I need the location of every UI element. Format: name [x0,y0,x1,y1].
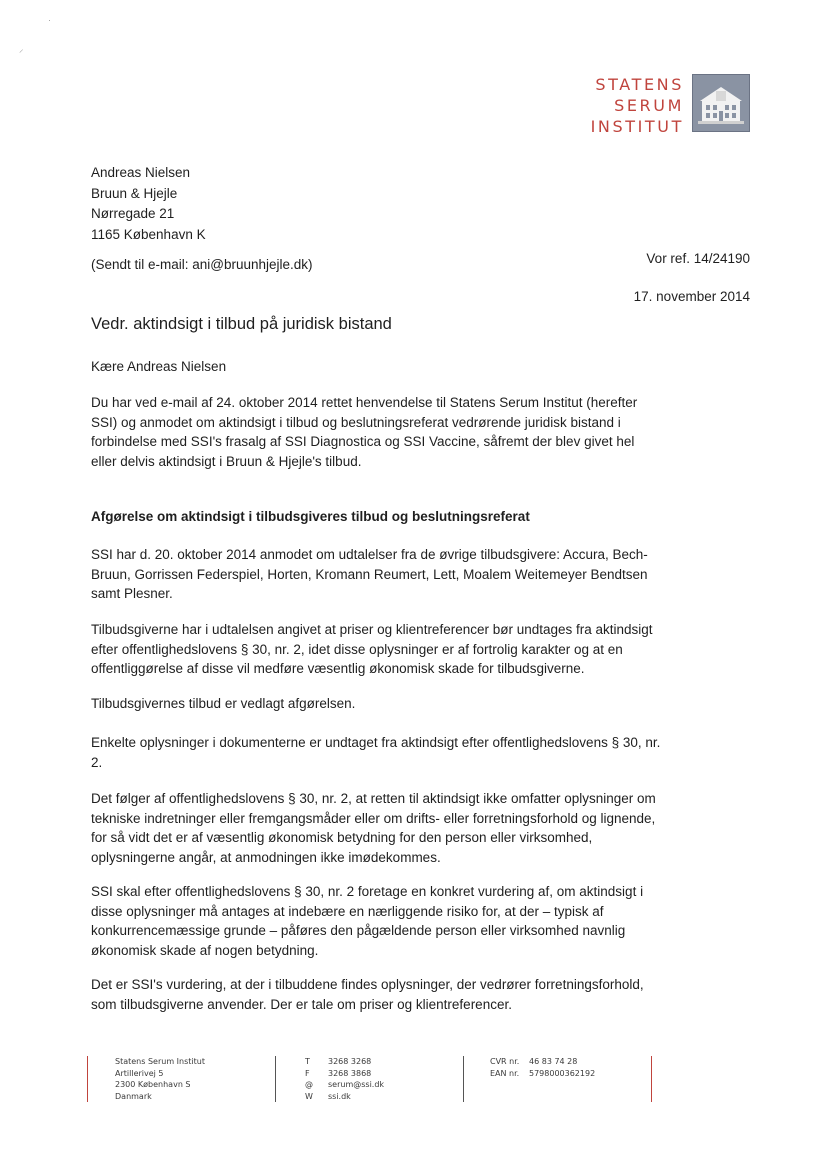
footer-divider [651,1056,652,1102]
cvr-number: 46 83 74 28 [529,1057,578,1066]
section-heading: Afgørelse om aktindsigt i tilbudsgiveres tilbud og beslutningsreferat [91,509,530,524]
recipient-street: Nørregade 21 [91,206,175,221]
reference-number: Vor ref. 14/24190 [646,251,750,266]
footer-divider [275,1056,276,1102]
phone-label: T [305,1057,310,1066]
email-label: @ [305,1080,313,1089]
web-address: ssi.dk [328,1091,351,1101]
paragraph-8: Det er SSI's vurdering, at der i tilbuddene findes oplysninger, der vedrører forretningsforhold, som tilbudsgiverne anvender. Der er tale om priser og klientreferencer. [91,977,644,1012]
footer-address [115,1056,205,1102]
scan-mark: · [48,15,51,25]
footer-address-line: Artillerivej 5 [115,1068,164,1078]
phone-number: 3268 3268 [328,1057,372,1066]
ean-label: EAN nr. [490,1068,520,1078]
logo-line-2: SERUM [614,96,684,115]
footer-address-line: Statens Serum Institut [115,1057,205,1066]
logo-text [591,74,684,137]
recipient-company: Bruun & Hjejle [91,185,178,201]
paragraph-1: Du har ved e-mail af 24. oktober 2014 rettet henvendelse til Statens Serum Institut (herefter SSI) og anmodet om aktindsigt i tilbud og beslutningsreferat vedrørende juridisk bistand i forbindelse med SSI's frasalg af SSI Diagnostica og SSI Vaccine, såfremt der blev givet hel eller delvis aktindsigt i Bruun & Hjejle's tilbud. [91,395,638,469]
recipient-city: 1165 København K [91,226,206,242]
paragraph-5: Enkelte oplysninger i dokumenterne er undtaget fra aktindsigt efter offentlighedslovens § 30, nr. 2. [91,735,661,770]
email-address: serum@ssi.dk [328,1080,385,1089]
footer-address-line: 2300 København S [115,1080,191,1089]
footer-contact [305,1056,384,1102]
web-label: W [305,1091,313,1101]
recipient-name: Andreas Nielsen [91,165,191,180]
letter-date: 17. november 2014 [633,289,750,304]
ean-number: 5798000362192 [529,1068,596,1078]
paragraph-6: Det følger af offentlighedslovens § 30, nr. 2, at retten til aktindsigt ikke omfatter oplysninger om tekniske indretninger eller fremgangsmåder eller om drifts- eller forretningsforhold og lignende, for så vidt det er af væsentlig økonomisk betydning for den person eller virksomhed, oplysningerne angår, at anmodningen ikke imødekommes. [91,791,656,865]
recipient-address [91,163,206,245]
fax-label: F [305,1068,310,1078]
paragraph-4: Tilbudsgivernes tilbud er vedlagt afgørelsen. [91,696,356,711]
footer-divider [87,1056,88,1102]
fax-number: 3268 3868 [328,1068,372,1078]
paragraph-3: Tilbudsgiverne har i udtalelsen angivet at priser og klientreferencer bør undtages fra aktindsigt efter offentlighedslovens § 30, nr. 2, idet disse oplysninger er af fortrolig karakter og at en offentliggørelse af disse vil medføre væsentlig økonomisk skade for tilbudsgiverne. [91,622,653,676]
letter-subject: Vedr. aktindsigt i tilbud på juridisk bistand [91,315,392,333]
cvr-label: CVR nr. [490,1057,520,1066]
sent-note: (Sendt til e-mail: ani@bruunhjejle.dk) [91,257,313,272]
paragraph-2: SSI har d. 20. oktober 2014 anmodet om udtalelser fra de øvrige tilbudsgivere: Accura, Bech-Bruun, Gorrissen Federspiel, Horten, Kromann Reumert, Lett, Moalem Weitemeyer Bendtsen samt Plesner. [91,547,648,601]
ssi-building-logo-icon [692,74,750,132]
footer-registration [490,1056,595,1079]
scan-mark: ⸝ [19,44,24,54]
footer-divider [463,1056,464,1102]
logo-line-3: INSTITUT [590,117,684,136]
footer-address-line: Danmark [115,1091,152,1101]
paragraph-7: SSI skal efter offentlighedslovens § 30, nr. 2 foretage en konkret vurdering af, om aktindsigt i disse oplysninger må antages at indebære en nærliggende risiko for, at der – typisk af konkurrencemæssige grunde – påføres den pågældende person eller virksomhed navnlig økonomisk skade af nogen betydning. [91,884,644,958]
salutation: Kære Andreas Nielsen [91,359,227,374]
logo-line-1: STATENS [595,75,684,94]
